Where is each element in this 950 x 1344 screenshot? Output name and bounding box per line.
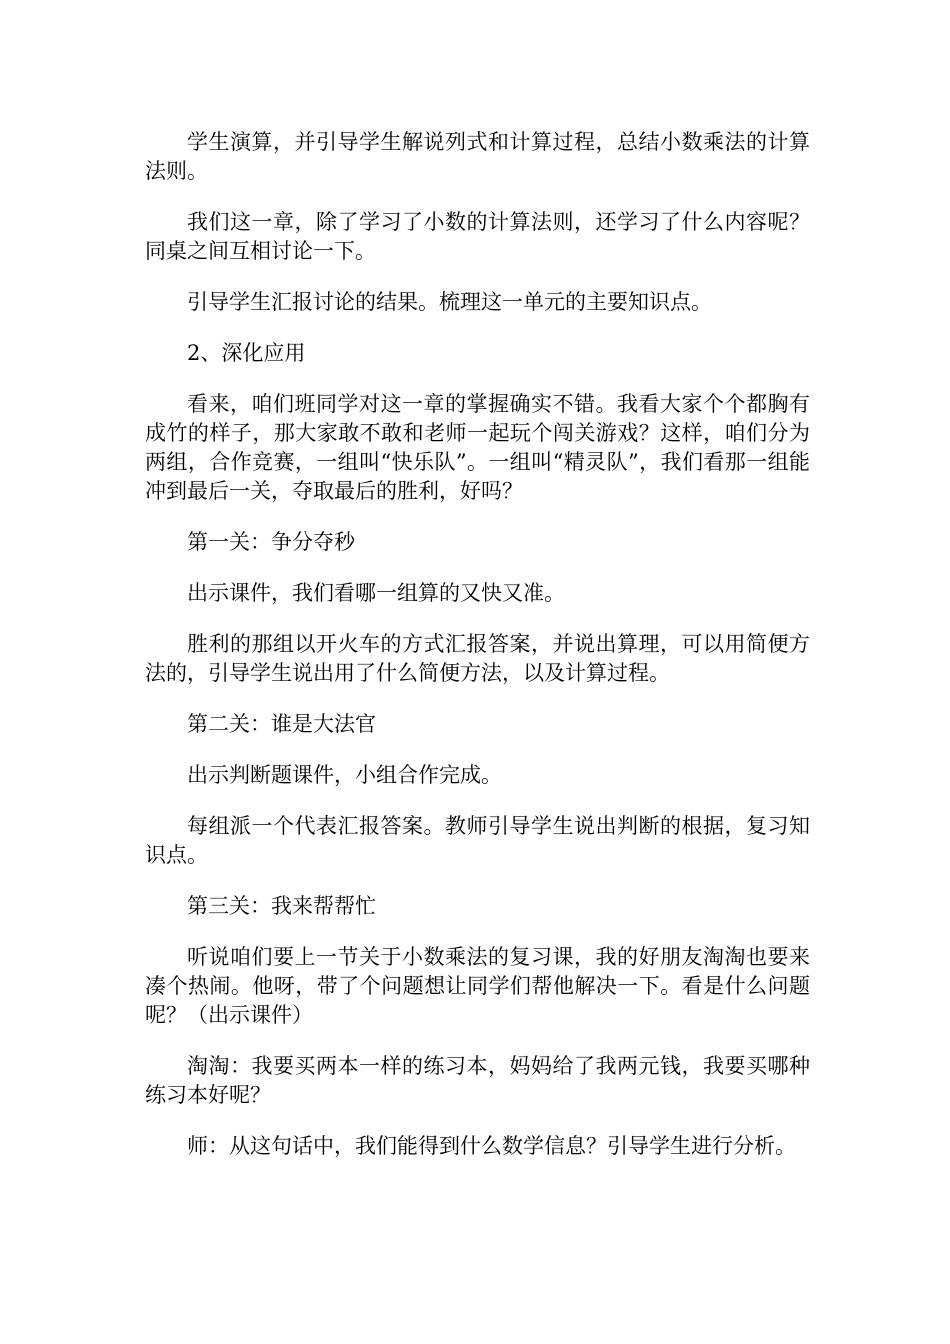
paragraph-report-results: 引导学生汇报讨论的结果。梳理这一单元的主要知识点。 <box>187 290 712 314</box>
paragraph-level-2-report: 每组派一个代表汇报答案。教师引导学生说出判断的根据，复习知识点。 <box>145 814 810 867</box>
level-heading-3: 第三关：我来帮帮忙 <box>187 894 376 918</box>
paragraph-level-1-task: 出示课件，我们看哪一组算的又快又准。 <box>187 581 565 605</box>
paragraph-taotao-question: 淘淘：我要买两本一样的练习本，妈妈给了我两元钱，我要买哪种练习本好呢？ <box>145 1054 810 1107</box>
paragraph-game-intro: 看来，咱们班同学对这一章的掌握确实不错。我看大家个个都胸有成竹的样子，那大家敢不敢和老师一起玩个闯关游戏？这样，咱们分为两组，合作竞赛，一组叫“快乐队”。一组叫“精灵队”，我们看那一组能冲到最后一关，夺取最后的胜利，好吗？ <box>145 392 810 503</box>
paragraph-discussion-question: 我们这一章，除了学习了小数的计算法则，还学习了什么内容呢？同桌之间互相讨论一下。 <box>145 210 810 263</box>
document-page <box>145 128 810 1183</box>
paragraph-level-3-intro: 听说咱们要上一节关于小数乘法的复习课，我的好朋友淘淘也要来凑个热闹。他呀，带了个问题想让同学们帮他解决一下。看是什么问题呢？（出示课件） <box>145 945 810 1027</box>
paragraph-summary-rule: 学生演算，并引导学生解说列式和计算过程，总结小数乘法的计算法则。 <box>145 130 810 183</box>
paragraph-level-2-task: 出示判断题课件，小组合作完成。 <box>187 763 502 787</box>
level-heading-1: 第一关：争分夺秒 <box>187 530 355 554</box>
paragraph-teacher-prompt: 师：从这句话中，我们能得到什么数学信息？引导学生进行分析。 <box>187 1134 796 1158</box>
level-heading-2: 第二关：谁是大法官 <box>187 712 376 736</box>
paragraph-level-1-report: 胜利的那组以开火车的方式汇报答案，并说出算理，可以用简便方法的，引导学生说出用了什么简便方法，以及计算过程。 <box>145 632 810 685</box>
section-heading-deepen-application: 2、深化应用 <box>187 341 306 365</box>
